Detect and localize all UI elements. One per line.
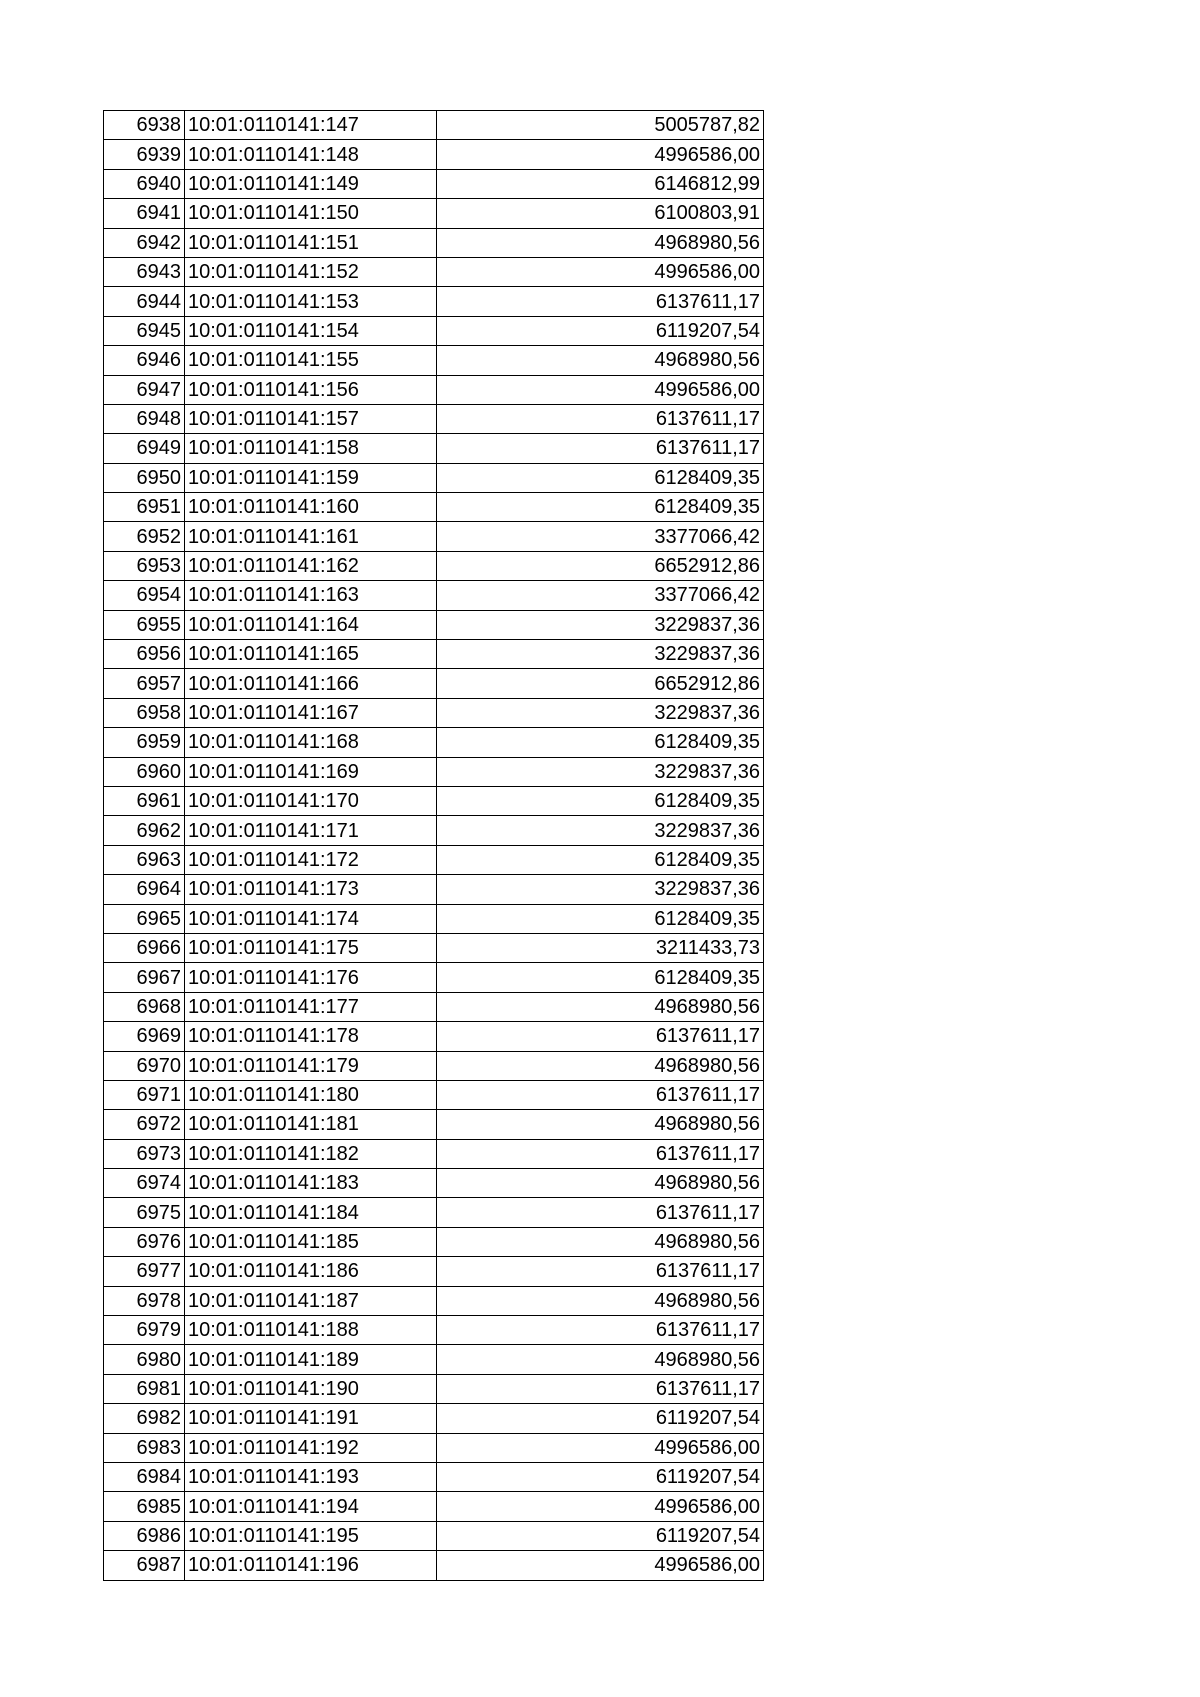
row-number-cell: 6944: [104, 287, 185, 316]
cadastral-value-cell: 6137611,17: [437, 287, 764, 316]
row-number-cell: 6976: [104, 1227, 185, 1256]
cadastral-value-cell: 6128409,35: [437, 904, 764, 933]
row-number-cell: 6967: [104, 963, 185, 992]
cadastral-number-cell: 10:01:0110141:195: [185, 1521, 437, 1550]
table-row: [104, 1257, 764, 1286]
row-number-cell: 6946: [104, 346, 185, 375]
row-number-cell: 6980: [104, 1345, 185, 1374]
table-row: [104, 140, 764, 169]
table-row: [104, 698, 764, 727]
cadastral-number-cell: 10:01:0110141:171: [185, 816, 437, 845]
row-number-cell: 6968: [104, 992, 185, 1021]
cadastral-number-cell: 10:01:0110141:180: [185, 1080, 437, 1109]
cadastral-value-cell: 3229837,36: [437, 698, 764, 727]
table-row: [104, 493, 764, 522]
row-number-cell: 6962: [104, 816, 185, 845]
cadastral-value-cell: 6128409,35: [437, 463, 764, 492]
table-row: [104, 1110, 764, 1139]
table-row: [104, 1286, 764, 1315]
cadastral-number-cell: 10:01:0110141:179: [185, 1051, 437, 1080]
table-row: [104, 1139, 764, 1168]
cadastral-number-cell: 10:01:0110141:181: [185, 1110, 437, 1139]
row-number-cell: 6950: [104, 463, 185, 492]
cadastral-value-cell: 4996586,00: [437, 1433, 764, 1462]
cadastral-value-cell: 3211433,73: [437, 933, 764, 962]
cadastral-number-cell: 10:01:0110141:167: [185, 698, 437, 727]
table-row: [104, 1316, 764, 1345]
cadastral-value-cell: 6119207,54: [437, 1521, 764, 1550]
cadastral-number-cell: 10:01:0110141:187: [185, 1286, 437, 1315]
table-row: [104, 1433, 764, 1462]
row-number-cell: 6978: [104, 1286, 185, 1315]
cadastral-number-cell: 10:01:0110141:149: [185, 169, 437, 198]
cadastral-number-cell: 10:01:0110141:194: [185, 1492, 437, 1521]
cadastral-number-cell: 10:01:0110141:193: [185, 1462, 437, 1491]
table-row: [104, 111, 764, 140]
cadastral-number-cell: 10:01:0110141:169: [185, 757, 437, 786]
row-number-cell: 6955: [104, 610, 185, 639]
row-number-cell: 6952: [104, 522, 185, 551]
table-row: [104, 640, 764, 669]
row-number-cell: 6971: [104, 1080, 185, 1109]
row-number-cell: 6939: [104, 140, 185, 169]
cadastral-value-cell: 6128409,35: [437, 845, 764, 874]
table-row: [104, 757, 764, 786]
cadastral-number-cell: 10:01:0110141:191: [185, 1404, 437, 1433]
cadastral-value-cell: 6137611,17: [437, 404, 764, 433]
cadastral-number-cell: 10:01:0110141:173: [185, 875, 437, 904]
row-number-cell: 6945: [104, 316, 185, 345]
cadastral-value-cell: 6128409,35: [437, 786, 764, 815]
table-row: [104, 1345, 764, 1374]
cadastral-number-cell: 10:01:0110141:192: [185, 1433, 437, 1462]
cadastral-value-cell: 6119207,54: [437, 1462, 764, 1491]
table-row: [104, 933, 764, 962]
cadastral-value-cell: 6137611,17: [437, 1257, 764, 1286]
cadastral-number-cell: 10:01:0110141:170: [185, 786, 437, 815]
cadastral-value-cell: 4968980,56: [437, 992, 764, 1021]
cadastral-value-cell: 6119207,54: [437, 1404, 764, 1433]
cadastral-number-cell: 10:01:0110141:196: [185, 1551, 437, 1580]
cadastral-value-cell: 6137611,17: [437, 1022, 764, 1051]
row-number-cell: 6983: [104, 1433, 185, 1462]
cadastral-number-cell: 10:01:0110141:148: [185, 140, 437, 169]
cadastral-value-cell: 6146812,99: [437, 169, 764, 198]
cadastral-value-cell: 6652912,86: [437, 669, 764, 698]
row-number-cell: 6940: [104, 169, 185, 198]
row-number-cell: 6966: [104, 933, 185, 962]
cadastral-number-cell: 10:01:0110141:174: [185, 904, 437, 933]
cadastral-value-cell: 3229837,36: [437, 757, 764, 786]
row-number-cell: 6979: [104, 1316, 185, 1345]
cadastral-value-cell: 6137611,17: [437, 1080, 764, 1109]
cadastral-number-cell: 10:01:0110141:159: [185, 463, 437, 492]
row-number-cell: 6959: [104, 728, 185, 757]
table-row: [104, 669, 764, 698]
row-number-cell: 6982: [104, 1404, 185, 1433]
cadastral-number-cell: 10:01:0110141:165: [185, 640, 437, 669]
row-number-cell: 6965: [104, 904, 185, 933]
row-number-cell: 6972: [104, 1110, 185, 1139]
row-number-cell: 6964: [104, 875, 185, 904]
row-number-cell: 6986: [104, 1521, 185, 1550]
table-row: [104, 1492, 764, 1521]
table-row: [104, 1080, 764, 1109]
cadastral-value-cell: 6137611,17: [437, 1139, 764, 1168]
cadastral-number-cell: 10:01:0110141:161: [185, 522, 437, 551]
row-number-cell: 6956: [104, 640, 185, 669]
cadastral-number-cell: 10:01:0110141:152: [185, 257, 437, 286]
cadastral-value-cell: 3377066,42: [437, 522, 764, 551]
row-number-cell: 6985: [104, 1492, 185, 1521]
cadastral-number-cell: 10:01:0110141:190: [185, 1374, 437, 1403]
cadastral-value-cell: 4996586,00: [437, 1492, 764, 1521]
cadastral-value-cell: 5005787,82: [437, 111, 764, 140]
row-number-cell: 6961: [104, 786, 185, 815]
table-row: [104, 1198, 764, 1227]
row-number-cell: 6975: [104, 1198, 185, 1227]
table-row: [104, 1551, 764, 1580]
cadastral-number-cell: 10:01:0110141:186: [185, 1257, 437, 1286]
table-row: [104, 287, 764, 316]
cadastral-value-cell: 3229837,36: [437, 610, 764, 639]
cadastral-number-cell: 10:01:0110141:182: [185, 1139, 437, 1168]
cadastral-number-cell: 10:01:0110141:163: [185, 581, 437, 610]
cadastral-value-cell: 3229837,36: [437, 640, 764, 669]
cadastral-value-cell: 6119207,54: [437, 316, 764, 345]
table-row: [104, 522, 764, 551]
table-row: [104, 316, 764, 345]
table-row: [104, 1227, 764, 1256]
cadastral-number-cell: 10:01:0110141:153: [185, 287, 437, 316]
cadastral-value-cell: 4996586,00: [437, 257, 764, 286]
cadastral-number-cell: 10:01:0110141:158: [185, 434, 437, 463]
row-number-cell: 6938: [104, 111, 185, 140]
cadastral-value-cell: 6137611,17: [437, 1198, 764, 1227]
cadastral-value-cell: 6137611,17: [437, 1316, 764, 1345]
cadastral-value-cell: 4968980,56: [437, 228, 764, 257]
cadastral-number-cell: 10:01:0110141:189: [185, 1345, 437, 1374]
cadastral-value-cell: 4996586,00: [437, 375, 764, 404]
row-number-cell: 6941: [104, 199, 185, 228]
row-number-cell: 6977: [104, 1257, 185, 1286]
cadastral-number-cell: 10:01:0110141:147: [185, 111, 437, 140]
row-number-cell: 6963: [104, 845, 185, 874]
cadastral-number-cell: 10:01:0110141:166: [185, 669, 437, 698]
row-number-cell: 6974: [104, 1169, 185, 1198]
cadastral-value-cell: 4996586,00: [437, 1551, 764, 1580]
cadastral-value-cell: 4968980,56: [437, 1051, 764, 1080]
table-row: [104, 228, 764, 257]
cadastral-value-cell: 3229837,36: [437, 816, 764, 845]
cadastral-value-cell: 3229837,36: [437, 875, 764, 904]
table-row: [104, 463, 764, 492]
table-row: [104, 816, 764, 845]
table-row: [104, 434, 764, 463]
cadastral-value-table: [103, 110, 764, 1581]
cadastral-value-cell: 4968980,56: [437, 1286, 764, 1315]
row-number-cell: 6960: [104, 757, 185, 786]
row-number-cell: 6987: [104, 1551, 185, 1580]
cadastral-number-cell: 10:01:0110141:160: [185, 493, 437, 522]
row-number-cell: 6970: [104, 1051, 185, 1080]
table-row: [104, 169, 764, 198]
table-row: [104, 199, 764, 228]
table-row: [104, 1462, 764, 1491]
row-number-cell: 6949: [104, 434, 185, 463]
table-row: [104, 581, 764, 610]
cadastral-number-cell: 10:01:0110141:184: [185, 1198, 437, 1227]
table-row: [104, 404, 764, 433]
cadastral-number-cell: 10:01:0110141:157: [185, 404, 437, 433]
cadastral-number-cell: 10:01:0110141:154: [185, 316, 437, 345]
table-row: [104, 346, 764, 375]
cadastral-value-cell: 6652912,86: [437, 551, 764, 580]
cadastral-number-cell: 10:01:0110141:188: [185, 1316, 437, 1345]
table-row: [104, 1169, 764, 1198]
table-row: [104, 610, 764, 639]
cadastral-value-cell: 6100803,91: [437, 199, 764, 228]
cadastral-number-cell: 10:01:0110141:150: [185, 199, 437, 228]
cadastral-number-cell: 10:01:0110141:176: [185, 963, 437, 992]
cadastral-number-cell: 10:01:0110141:156: [185, 375, 437, 404]
cadastral-value-cell: 6128409,35: [437, 493, 764, 522]
cadastral-value-cell: 4996586,00: [437, 140, 764, 169]
cadastral-value-cell: 4968980,56: [437, 1345, 764, 1374]
row-number-cell: 6947: [104, 375, 185, 404]
table-row: [104, 786, 764, 815]
cadastral-value-cell: 6137611,17: [437, 1374, 764, 1403]
cadastral-number-cell: 10:01:0110141:172: [185, 845, 437, 874]
row-number-cell: 6942: [104, 228, 185, 257]
cadastral-number-cell: 10:01:0110141:151: [185, 228, 437, 257]
cadastral-value-cell: 3377066,42: [437, 581, 764, 610]
table-row: [104, 257, 764, 286]
table-row: [104, 845, 764, 874]
table-row: [104, 375, 764, 404]
cadastral-number-cell: 10:01:0110141:178: [185, 1022, 437, 1051]
cadastral-number-cell: 10:01:0110141:175: [185, 933, 437, 962]
table-row: [104, 1051, 764, 1080]
cadastral-number-cell: 10:01:0110141:177: [185, 992, 437, 1021]
row-number-cell: 6954: [104, 581, 185, 610]
cadastral-value-cell: 6137611,17: [437, 434, 764, 463]
cadastral-value-cell: 4968980,56: [437, 1110, 764, 1139]
row-number-cell: 6958: [104, 698, 185, 727]
cadastral-number-cell: 10:01:0110141:185: [185, 1227, 437, 1256]
cadastral-number-cell: 10:01:0110141:162: [185, 551, 437, 580]
cadastral-value-cell: 6128409,35: [437, 963, 764, 992]
table-row: [104, 875, 764, 904]
cadastral-number-cell: 10:01:0110141:164: [185, 610, 437, 639]
row-number-cell: 6948: [104, 404, 185, 433]
row-number-cell: 6953: [104, 551, 185, 580]
row-number-cell: 6981: [104, 1374, 185, 1403]
table-row: [104, 1404, 764, 1433]
cadastral-value-cell: 4968980,56: [437, 1169, 764, 1198]
table-row: [104, 1374, 764, 1403]
row-number-cell: 6957: [104, 669, 185, 698]
table-body: [104, 111, 764, 1581]
cadastral-number-cell: 10:01:0110141:183: [185, 1169, 437, 1198]
cadastral-value-cell: 4968980,56: [437, 346, 764, 375]
cadastral-value-cell: 4968980,56: [437, 1227, 764, 1256]
table-row: [104, 551, 764, 580]
row-number-cell: 6984: [104, 1462, 185, 1491]
cadastral-value-cell: 6128409,35: [437, 728, 764, 757]
table-row: [104, 1521, 764, 1550]
row-number-cell: 6969: [104, 1022, 185, 1051]
table-row: [104, 728, 764, 757]
cadastral-number-cell: 10:01:0110141:155: [185, 346, 437, 375]
table-row: [104, 963, 764, 992]
row-number-cell: 6951: [104, 493, 185, 522]
table-row: [104, 992, 764, 1021]
table-row: [104, 1022, 764, 1051]
row-number-cell: 6943: [104, 257, 185, 286]
table-row: [104, 904, 764, 933]
row-number-cell: 6973: [104, 1139, 185, 1168]
cadastral-number-cell: 10:01:0110141:168: [185, 728, 437, 757]
